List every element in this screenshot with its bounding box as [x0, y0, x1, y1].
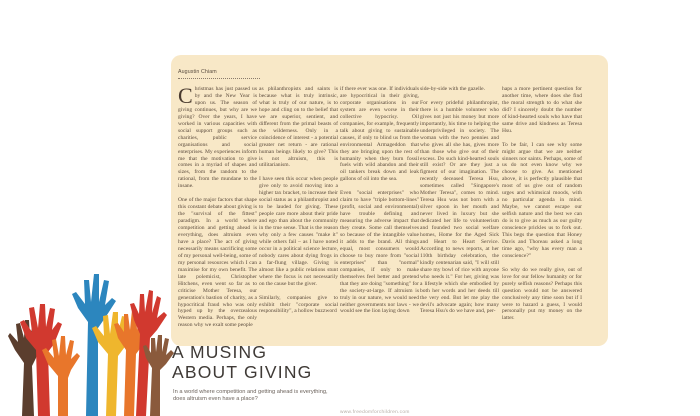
author-divider: [178, 78, 260, 79]
article-column-4: [420, 86, 499, 315]
article-subheadline: [173, 389, 363, 404]
headline-line-2: ABOUT GIVING: [172, 361, 313, 382]
article-column-2: [259, 86, 338, 315]
article-column-1: [178, 83, 257, 329]
article-paragraph: as philanthropists and saints is because what is truly intrinsic, what is truly of our nature, is to hope and cling on to the belief that we are superior, sentient, and different from the primal beasts of the wilderness. Only in a coincidence of interest - a potential greater net return - are rational human beings likely to give? This is not altruism, this is utilitarianism.: [259, 86, 338, 169]
article-paragraph: side-by-side with the gazelle.: [420, 86, 485, 92]
article-paragraph: So why do we really give, out of love for our fellow humanity or for purely selfish reasons? Perhaps this question would not be answered conclusively any time soon but if I were to hazard a guess, I would personally put my money on the latter.: [502, 266, 582, 322]
article-paragraph: haps a more pertinent question for another time, where does she find the moral strength to do what she did? I sincerely doubt the number of kind-hearted souls who have that same drive and kindness as Teresa Hsu.: [502, 86, 582, 134]
article-paragraph: To be fair, I can see why some might argue that we are neither sinners nor saints. Perhaps, some of us do not even know why we choose to give. As mentioned above, it is perfectly plausible that most of us give out of random urges and whimsical moods, with no particular agenda in mind. Maybe, we cannot escape our selfish nature and the best we can do is to give as much as our guilty conscience prickles us to fork out. This begs the question that Honey Davis and Thoreau asked a long time ago, "why has every man a conscience?": [502, 141, 582, 259]
footer-url[interactable]: www.freedomforchildren.com: [340, 410, 410, 415]
raised-hands-illustration: [0, 258, 180, 416]
article-paragraph: For every prideful philanthropist, there is a humble volunteer who gives not just his money but more importantly, his time to helping the underprivileged in society. The woman with the two pennies and who gives all she has, gives more than those who give out of their excess. Do such kind-hearted souls still exist? Or are they just a figment of our imagination. The recently deceased Teresa Hsu, sometimes called "Singapore's Mother Teresa", comes to mind. Teresa Hsu was not born with a silver spoon in her mouth and never lived in luxury but she dedicated her life to volunteerism and founded two social welfare homes, Home for the Aged Sick and Heart to Heart Service. According to news reports, at her 110th birthday celebration, the kindly centenarian said, "I will still share my bowl of rice with anyone who needs it." For her, giving was a lifestyle which she embodied by both her words and her deeds till the very end. But let me play the devil's advocate again; how many Teresa Hsu's do we have and, per-: [420, 99, 499, 315]
article-paragraph: Similarly, companies give to exhibit their "corporate social responsibility", a hollow buzzword: [259, 294, 338, 315]
headline-line-1: A MUSING: [172, 342, 268, 362]
author-byline: Augustin Chiam: [178, 69, 217, 75]
article-paragraph: I have seen this occur when people give only to avoid moving into a higher tax bracket, to increase their social status as a philanthropist and to be lauded for giving. These people care more about their pride and ego than about the community in the true sense. That is the reason why only a few causes "make it" while others fail – as I have noted occur in a political science lecture, nobody cares about dying frogs in a far-flung village. Giving is almost like a public relations stunt where the focus is not necessarily on the cause but the giver.: [259, 176, 338, 287]
subheadline-line-1: In a world where competition and getting ahead is everything,: [173, 389, 328, 395]
article-paragraph: [178, 83, 257, 190]
article-column-5: [502, 86, 582, 322]
article-paragraph: if there ever was one. If individuals are hypocritical in their giving, corporate organisations in our system are even worse in their collective hypocrisy. Oil companies, for example, frequently talk about giving to sustainable causes, if only to blind us from the environmental Armageddon that they are bringing upon the rest of humanity when they burn fossil fuels with wild abandon and their oil tankers break down and leak gallons of oil into the sea.: [340, 86, 419, 183]
article-paragraph: Even "social enterprises" who claim to have "triple bottom-lines" (profit, social and environmental) have trouble defining and measuring the adverse impact that they create. Some call themselves so because of the intangible value it adds to the brand. All things equal, most consumers would choose to buy more from "social enterprises" than "normal" companies, if only to make themselves feel better and pretend that they are doing "something" for the society-at-large. If altruism is truly in our nature, we would need neither governments nor laws - we would see the lion laying down: [340, 190, 419, 315]
paragraph-text: hristmas has just passed us by and the New Year is upon us. The season of giving continues, but why are we giving? Over the years, I have worked in various capacities with social support groups such as charities, public service organisations and social enterprises. My experiences inform me that the motivation to give comes in a myriad of shapes and sizes, from the random to the rational, from the mundane to the insane.: [178, 86, 257, 190]
drop-cap: C: [178, 83, 193, 108]
article-column-3: [340, 86, 419, 315]
article-headline: [172, 343, 313, 382]
article-paragraph: One of the major factors that shape this constant debate about giving is the "survival of the fittest" paradigm. In a world where competition and getting ahead is everything, does altruism even have a place? The act of giving necessarily means sacrificing some of my personal well-being, some of my personal resources which I can maximise for my own benefit. The late polemicist, Christopher Hitchens, even went so far as to criticise Mother Teresa, our generation's bastion of charity, as a hypocritical fraud who was only hyped up by the overzealous Western media. Perhaps, the only reason why we exalt some people: [178, 197, 257, 329]
subheadline-line-2: does altruism even have a place?: [173, 396, 258, 403]
